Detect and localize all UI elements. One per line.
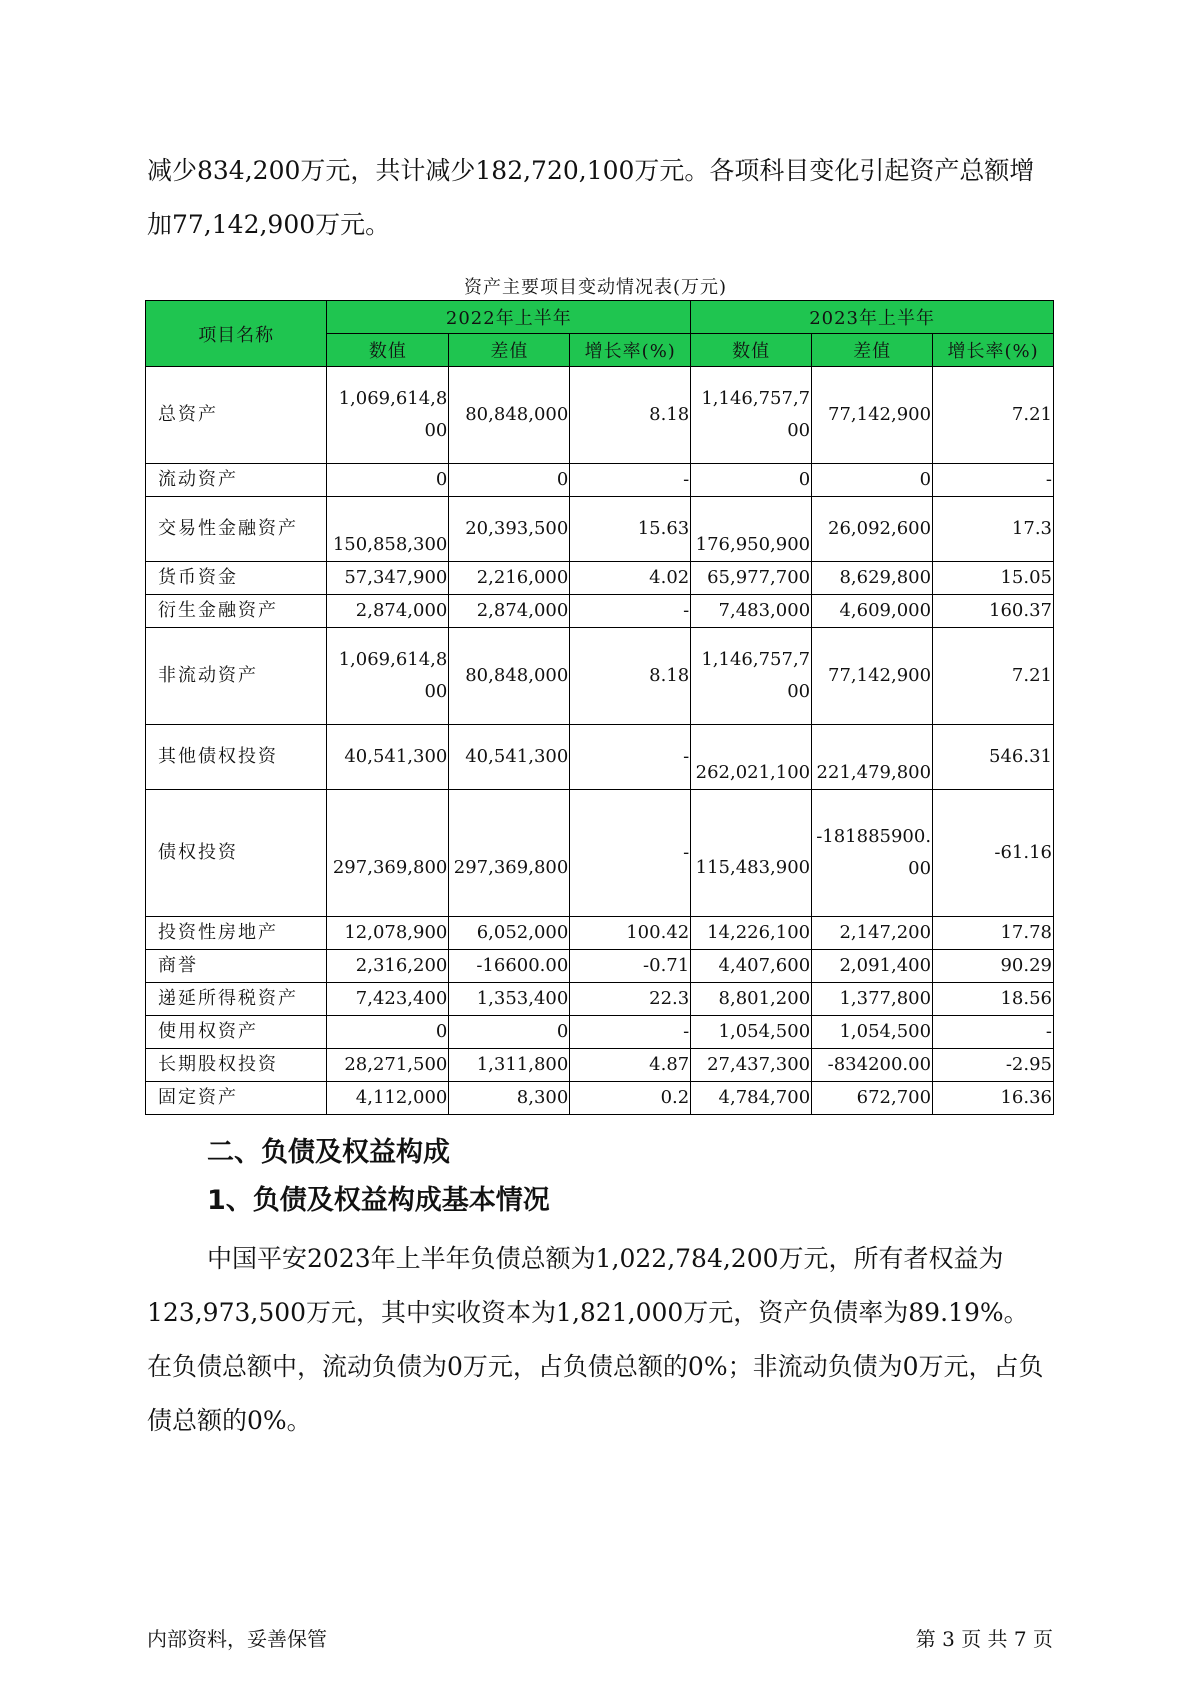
cell-diff-2023: 672,700 <box>812 1082 933 1115</box>
cell-value-2022: 40,541,300 <box>327 725 449 790</box>
cell-rate-2023: - <box>933 1016 1054 1049</box>
row-name: 交易性金融资产 <box>146 497 327 562</box>
cell-value-2023: 4,407,600 <box>691 950 812 983</box>
cell-rate-2023: 7.21 <box>933 628 1054 725</box>
cell-rate-2023: 7.21 <box>933 367 1054 464</box>
cell-rate-2023: 15.05 <box>933 562 1054 595</box>
cell-value-2023: 65,977,700 <box>691 562 812 595</box>
cell-diff-2023: -834200.00 <box>812 1049 933 1082</box>
table-row <box>146 595 1054 628</box>
header-year-2023: 2023年上半年 <box>691 301 1054 334</box>
cell-diff-2022: 6,052,000 <box>449 917 570 950</box>
row-name: 固定资产 <box>146 1082 327 1115</box>
cell-diff-2023: 8,629,800 <box>812 562 933 595</box>
cell-value-2022: 0 <box>327 464 449 497</box>
row-name: 其他债权投资 <box>146 725 327 790</box>
cell-rate-2022: -0.71 <box>570 950 691 983</box>
table-row <box>146 790 1054 917</box>
cell-diff-2023: 0 <box>812 464 933 497</box>
cell-value-2023: 0 <box>691 464 812 497</box>
cell-rate-2023: -2.95 <box>933 1049 1054 1082</box>
footer-confidential-note: 内部资料，妥善保管 <box>147 1627 327 1651</box>
header-diff-2022: 差值 <box>449 334 570 367</box>
cell-diff-2023: 2,091,400 <box>812 950 933 983</box>
cell-rate-2023: 546.31 <box>933 725 1054 790</box>
cell-value-2023: 14,226,100 <box>691 917 812 950</box>
header-year-2022: 2022年上半年 <box>327 301 691 334</box>
row-name: 总资产 <box>146 367 327 464</box>
table-row <box>146 1049 1054 1082</box>
row-name: 递延所得税资产 <box>146 983 327 1016</box>
cell-rate-2022: - <box>570 1016 691 1049</box>
cell-diff-2022: 40,541,300 <box>449 725 570 790</box>
cell-value-2023: 27,437,300 <box>691 1049 812 1082</box>
cell-diff-2023: 4,609,000 <box>812 595 933 628</box>
row-name: 流动资产 <box>146 464 327 497</box>
table-row <box>146 464 1054 497</box>
cell-value-2022: 12,078,900 <box>327 917 449 950</box>
body-paragraph: 中国平安2023年上半年负债总额为1,022,784,200万元，所有者权益为123,973,500万元，其中实收资本为1,821,000万元，资产负债率为89.19%。在负债总额中，流动负债为0万元，占负债总额的0%；非流动负债为0万元，占负债总额的0%。 <box>147 1244 1044 1435</box>
cell-diff-2023: 77,142,900 <box>812 367 933 464</box>
cell-value-2023: 176,950,900 <box>691 497 812 562</box>
cell-rate-2022: 4.87 <box>570 1049 691 1082</box>
cell-rate-2023: 18.56 <box>933 983 1054 1016</box>
row-name: 使用权资产 <box>146 1016 327 1049</box>
cell-rate-2022: 100.42 <box>570 917 691 950</box>
sub-heading: 1、负债及权益构成基本情况 <box>207 1185 550 1216</box>
header-item-name: 项目名称 <box>146 301 327 367</box>
cell-rate-2022: 8.18 <box>570 367 691 464</box>
cell-rate-2023: 90.29 <box>933 950 1054 983</box>
cell-diff-2022: 2,874,000 <box>449 595 570 628</box>
table-row <box>146 628 1054 725</box>
cell-rate-2022: 4.02 <box>570 562 691 595</box>
table-row <box>146 725 1054 790</box>
cell-rate-2022: - <box>570 790 691 917</box>
cell-diff-2023: 221,479,800 <box>812 725 933 790</box>
intro-paragraph: 减少834,200万元，共计减少182,720,100万元。各项科目变化引起资产总额增加77,142,900万元。 <box>147 156 1035 239</box>
cell-diff-2022: 80,848,000 <box>449 367 570 464</box>
cell-value-2023: 7,483,000 <box>691 595 812 628</box>
table-row <box>146 1016 1054 1049</box>
cell-value-2023: 1,146,757,700 <box>691 367 812 464</box>
cell-value-2022: 297,369,800 <box>327 790 449 917</box>
cell-rate-2023: - <box>933 464 1054 497</box>
cell-value-2023: 8,801,200 <box>691 983 812 1016</box>
cell-value-2022: 7,423,400 <box>327 983 449 1016</box>
cell-rate-2023: 16.36 <box>933 1082 1054 1115</box>
row-name: 投资性房地产 <box>146 917 327 950</box>
row-name: 债权投资 <box>146 790 327 917</box>
cell-diff-2022: 2,216,000 <box>449 562 570 595</box>
asset-change-table <box>145 300 1054 1115</box>
cell-diff-2023: 26,092,600 <box>812 497 933 562</box>
cell-diff-2023: 77,142,900 <box>812 628 933 725</box>
table-caption: 资产主要项目变动情况表(万元) <box>463 277 728 298</box>
cell-value-2022: 0 <box>327 1016 449 1049</box>
cell-diff-2023: -181885900.00 <box>812 790 933 917</box>
cell-rate-2022: 15.63 <box>570 497 691 562</box>
cell-diff-2023: 1,377,800 <box>812 983 933 1016</box>
table-row <box>146 950 1054 983</box>
cell-diff-2022: 0 <box>449 1016 570 1049</box>
cell-rate-2023: 17.78 <box>933 917 1054 950</box>
table-row <box>146 562 1054 595</box>
cell-value-2023: 262,021,100 <box>691 725 812 790</box>
cell-value-2023: 1,054,500 <box>691 1016 812 1049</box>
cell-value-2022: 4,112,000 <box>327 1082 449 1115</box>
cell-value-2022: 28,271,500 <box>327 1049 449 1082</box>
table-row <box>146 1082 1054 1115</box>
header-rate-2023: 增长率(%) <box>933 334 1054 367</box>
cell-diff-2022: 0 <box>449 464 570 497</box>
cell-diff-2022: 80,848,000 <box>449 628 570 725</box>
cell-diff-2022: 8,300 <box>449 1082 570 1115</box>
cell-diff-2022: 1,311,800 <box>449 1049 570 1082</box>
section-heading: 二、负债及权益构成 <box>207 1137 450 1168</box>
cell-rate-2022: - <box>570 595 691 628</box>
cell-diff-2023: 1,054,500 <box>812 1016 933 1049</box>
row-name: 商誉 <box>146 950 327 983</box>
cell-diff-2022: 297,369,800 <box>449 790 570 917</box>
cell-value-2022: 1,069,614,800 <box>327 628 449 725</box>
cell-value-2022: 2,316,200 <box>327 950 449 983</box>
row-name: 长期股权投资 <box>146 1049 327 1082</box>
cell-diff-2022: -16600.00 <box>449 950 570 983</box>
cell-value-2023: 1,146,757,700 <box>691 628 812 725</box>
cell-rate-2022: - <box>570 464 691 497</box>
header-rate-2022: 增长率(%) <box>570 334 691 367</box>
cell-value-2022: 57,347,900 <box>327 562 449 595</box>
cell-value-2022: 2,874,000 <box>327 595 449 628</box>
cell-diff-2022: 20,393,500 <box>449 497 570 562</box>
row-name: 货币资金 <box>146 562 327 595</box>
table-row <box>146 983 1054 1016</box>
cell-value-2022: 1,069,614,800 <box>327 367 449 464</box>
cell-value-2023: 115,483,900 <box>691 790 812 917</box>
table-row <box>146 497 1054 562</box>
footer-page-number: 第 3 页 共 7 页 <box>915 1627 1053 1651</box>
cell-rate-2023: -61.16 <box>933 790 1054 917</box>
cell-rate-2022: 8.18 <box>570 628 691 725</box>
row-name: 衍生金融资产 <box>146 595 327 628</box>
cell-diff-2023: 2,147,200 <box>812 917 933 950</box>
cell-value-2023: 4,784,700 <box>691 1082 812 1115</box>
cell-rate-2022: 0.2 <box>570 1082 691 1115</box>
header-diff-2023: 差值 <box>812 334 933 367</box>
cell-rate-2023: 160.37 <box>933 595 1054 628</box>
cell-rate-2022: - <box>570 725 691 790</box>
header-value-2022: 数值 <box>327 334 449 367</box>
cell-value-2022: 150,858,300 <box>327 497 449 562</box>
row-name: 非流动资产 <box>146 628 327 725</box>
table-row <box>146 917 1054 950</box>
table-row <box>146 367 1054 464</box>
header-value-2023: 数值 <box>691 334 812 367</box>
cell-rate-2022: 22.3 <box>570 983 691 1016</box>
cell-diff-2022: 1,353,400 <box>449 983 570 1016</box>
cell-rate-2023: 17.3 <box>933 497 1054 562</box>
